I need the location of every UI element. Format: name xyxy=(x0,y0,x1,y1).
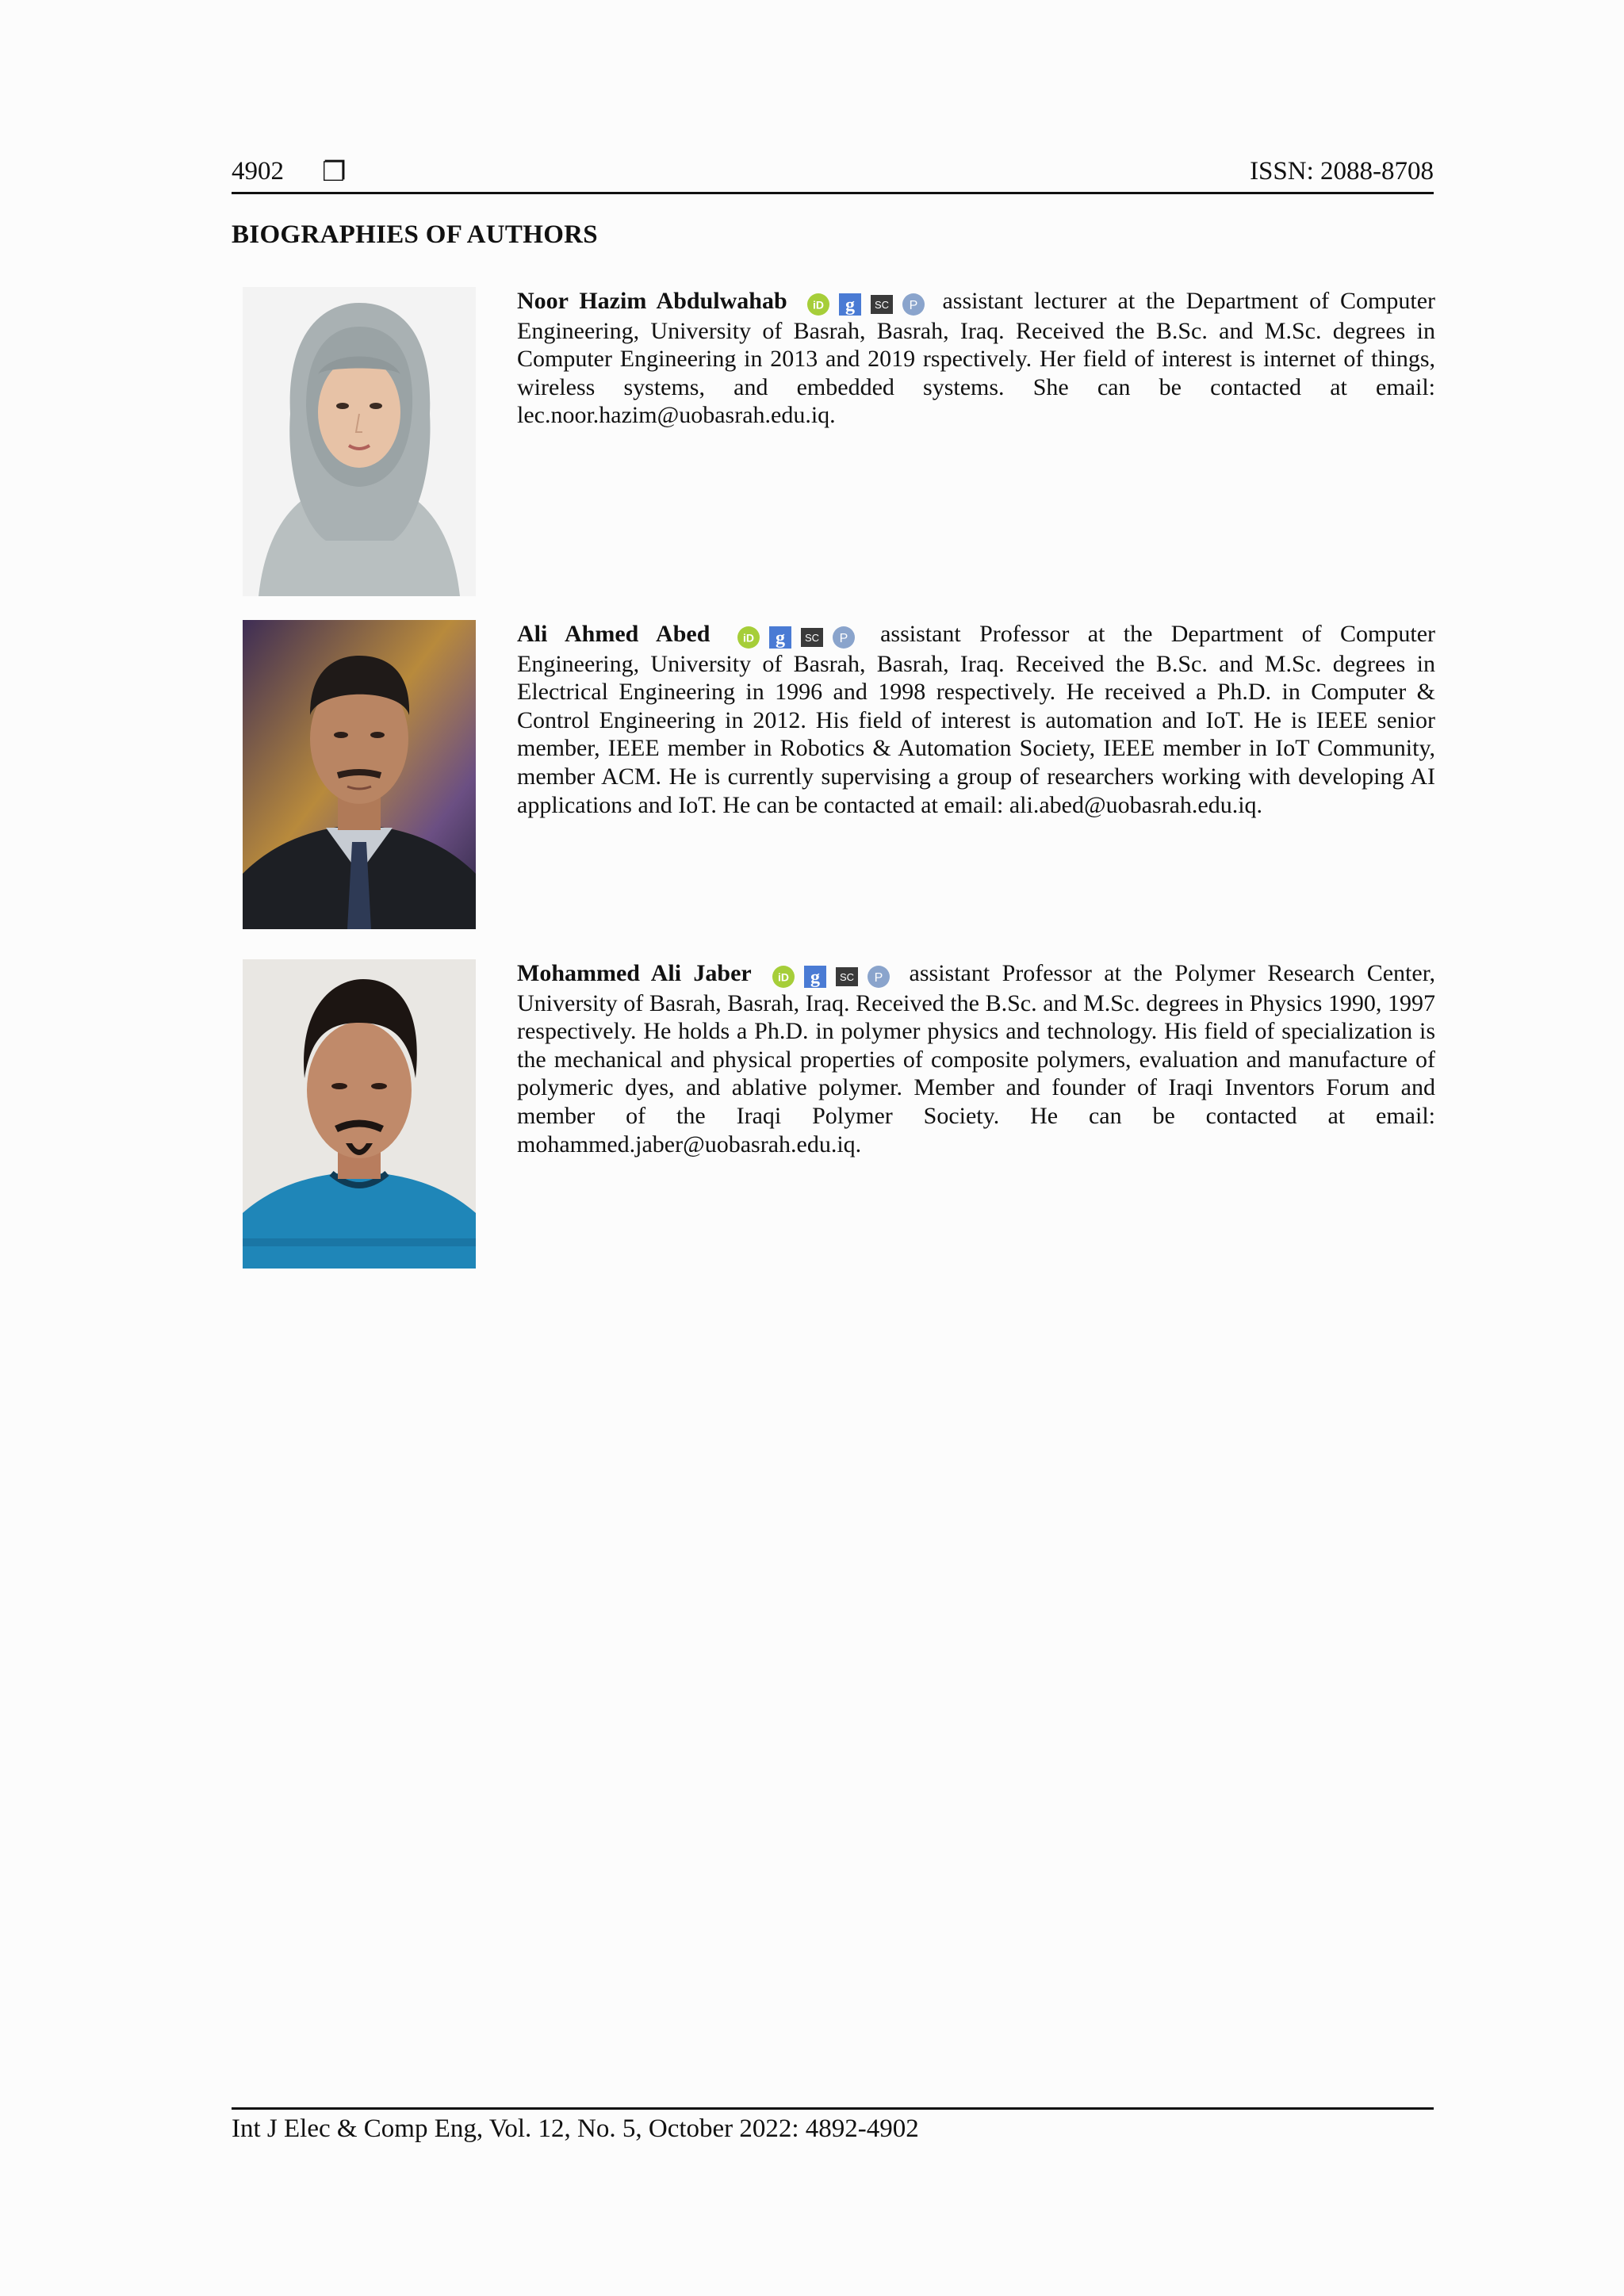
page-number: 4902 xyxy=(232,157,284,186)
svg-text:P: P xyxy=(909,299,917,313)
header-rule xyxy=(232,192,1434,194)
svg-text:P: P xyxy=(874,971,883,985)
profile-icons xyxy=(772,961,891,989)
svg-text:iD: iD xyxy=(742,631,754,645)
author-bio-body: assistant Professor at the Department of Computer Engineering, University of Basrah, Basrah, Iraq. Received the B.Sc. and M.Sc. degrees in Electrical Engineering in 1996 and 1998 respectively. He received a Ph.D. in Computer & Control Engineering in 2012. His field of interest is automation and IoT. He is IEEE senior member, IEEE member in Robotics & Automation Society, IEEE member in IoT Community, member ACM. He is currently supervising a group of researchers working with developing AI applications and IoT. He can be contacted at email: ali.abed@uobasrah.edu.iq. xyxy=(517,621,1436,818)
google-scholar-icon[interactable] xyxy=(838,293,862,316)
svg-text:P: P xyxy=(839,632,848,646)
orcid-icon[interactable] xyxy=(772,965,795,989)
svg-text:iD: iD xyxy=(778,970,790,984)
orcid-icon[interactable] xyxy=(737,626,760,649)
scopus-icon[interactable] xyxy=(800,626,824,649)
svg-text:SC: SC xyxy=(840,971,855,984)
author-photo-1 xyxy=(243,287,476,596)
scopus-icon[interactable] xyxy=(835,965,859,989)
author-name: Noor Hazim Abdulwahab xyxy=(517,288,787,314)
author-name: Mohammed Ali Jaber xyxy=(517,960,752,986)
google-scholar-icon[interactable] xyxy=(768,626,792,649)
page-footer: Int J Elec & Comp Eng, Vol. 12, No. 5, October 2022: 4892-4902 xyxy=(232,2114,919,2143)
scopus-icon[interactable] xyxy=(870,293,894,316)
box-glyph-icon: ❐ xyxy=(322,158,347,187)
author-bio-text-2 xyxy=(517,620,1435,819)
svg-text:g: g xyxy=(775,628,785,649)
svg-text:SC: SC xyxy=(804,632,819,645)
author-photo-2 xyxy=(243,620,476,929)
author-name: Ali Ahmed Abed xyxy=(517,621,710,647)
profile-icons xyxy=(806,289,925,317)
svg-text:g: g xyxy=(810,967,821,989)
issn-label: ISSN: 2088-8708 xyxy=(1250,157,1434,186)
author-bio-text-1 xyxy=(517,287,1435,430)
svg-text:SC: SC xyxy=(874,299,889,312)
section-title: BIOGRAPHIES OF AUTHORS xyxy=(232,220,598,249)
google-scholar-icon[interactable] xyxy=(803,965,827,989)
publons-icon[interactable] xyxy=(832,626,856,649)
author-bio-body: assistant lecturer at the Department of Computer Engineering, University of Basrah, Basrah, Iraq. Received the B.Sc. and M.Sc. degrees in Computer Engineering in 2013 and 2019 rspectively. Her field of interest is internet of things, wireless systems, and embedded systems. She can be contacted at email: lec.noor.hazim@uobasrah.edu.iq. xyxy=(517,288,1436,429)
svg-text:g: g xyxy=(845,295,855,316)
author-photo-3 xyxy=(243,959,476,1269)
svg-text:iD: iD xyxy=(812,298,824,312)
profile-icons xyxy=(737,622,856,650)
author-bio-text-3 xyxy=(517,959,1435,1158)
author-bio-body: assistant Professor at the Polymer Research Center, University of Basrah, Basrah, Iraq. Received the B.Sc. and M.Sc. degrees in Physics 1990, 1997 respectively. He holds a Ph.D. in polymer physics and technology. His field of specialization is the mechanical and physical properties of composite polymers, evaluation and manufacture of polymeric dyes, and ablative polymer. Member and founder of Iraqi Inventors Forum and member of the Iraqi Polymer Society. He can be contacted at email: mohammed.jaber@uobasrah.edu.iq. xyxy=(517,960,1435,1158)
publons-icon[interactable] xyxy=(902,293,925,316)
orcid-icon[interactable] xyxy=(806,293,830,316)
publons-icon[interactable] xyxy=(867,965,891,989)
page-header xyxy=(232,155,1434,192)
footer-rule xyxy=(232,2107,1434,2110)
